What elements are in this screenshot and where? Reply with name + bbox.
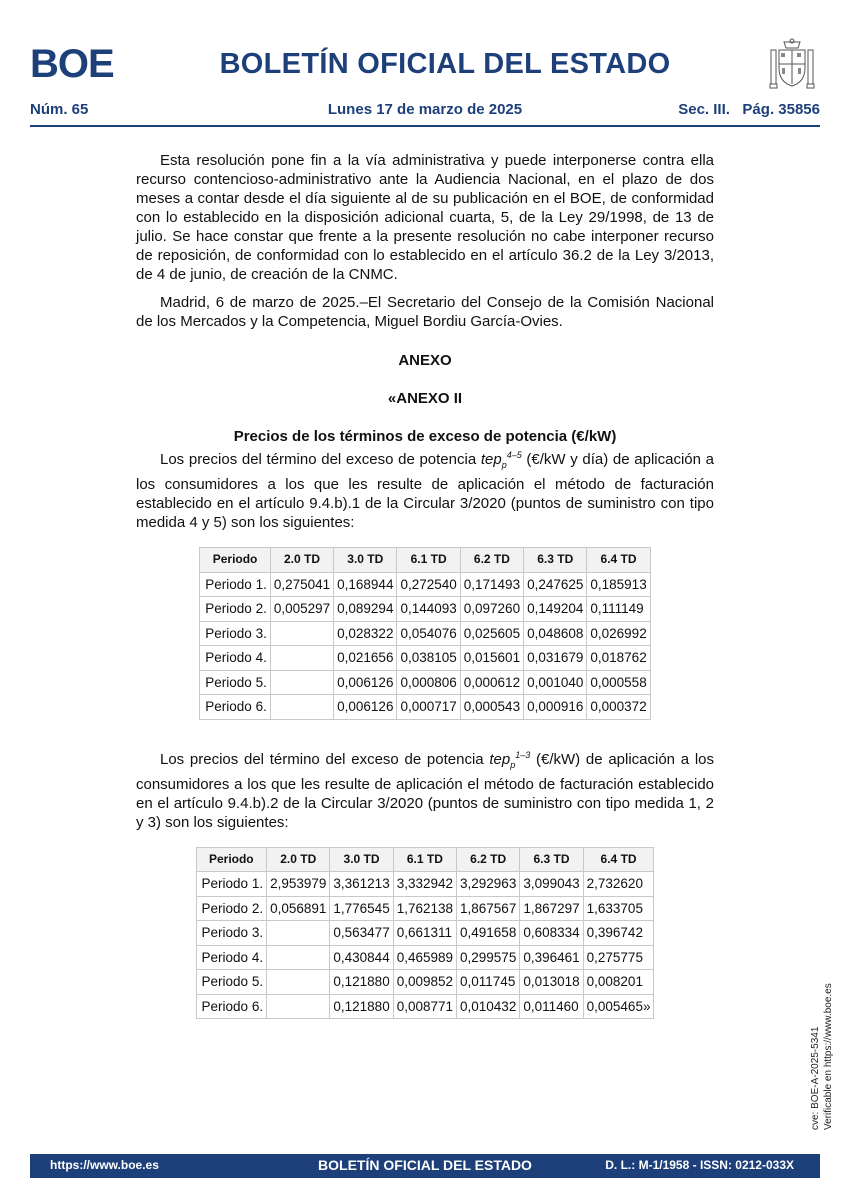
column-header: 6.1 TD: [393, 847, 456, 872]
price-cell: 0,168944: [334, 572, 397, 597]
period-label: Periodo 4.: [196, 945, 267, 970]
price-cell: 1,762138: [393, 896, 456, 921]
column-header: 6.2 TD: [457, 847, 520, 872]
price-cell: 0,430844: [330, 945, 393, 970]
price-cell: 0,011745: [457, 970, 520, 995]
price-cell: 0,031679: [524, 646, 587, 671]
price-cell: 0,015601: [460, 646, 523, 671]
price-cell: 3,292963: [457, 872, 520, 897]
price-cell: 0,465989: [393, 945, 456, 970]
document-body: [136, 151, 714, 1019]
intro-paragraph-2: Los precios del término del exceso de potencia tep$_p^{1-3}$ (€/kW) de aplicación a los consumidores a los que les resulte de aplicación el método de facturación establecido en el artículo 9.4.b).2 de la Circular 3/2020 (puntos de suministro con tipo medida 1, 2 y 3) son los siguientes:: [136, 749, 715, 831]
intro-paragraph-1: Los precios del término del exceso de potencia tep$_p^{4-5}$ (€/kW y día) de aplicación a los consumidores a los que les resulte de aplicación el método de facturación establecido en el artículo 9.4.b).1 de la Circular 3/2020 (puntos de suministro con tipo medida 4 y 5) son los siguientes:: [136, 450, 714, 531]
footer-title: BOLETÍN OFICIAL DEL ESTADO: [318, 1157, 532, 1173]
price-cell: 0,299575: [457, 945, 520, 970]
table-row: [196, 970, 654, 995]
column-header: 6.3 TD: [520, 847, 583, 872]
cve-code: cve: BOE-A-2025-5341: [810, 1026, 821, 1130]
table-row: [196, 896, 654, 921]
footer-bar: [30, 1154, 820, 1178]
excess-power-table-4-5: [199, 547, 650, 720]
period-label: Periodo 1.: [200, 572, 271, 597]
table-row: [196, 945, 654, 970]
price-cell: 0,005297: [270, 597, 333, 622]
price-cell: 0,661311: [393, 921, 456, 946]
period-label: Periodo 3.: [200, 621, 271, 646]
price-cell: 0,006126: [334, 695, 397, 720]
price-cell: 0,000717: [397, 695, 460, 720]
annex-ii-heading: «ANEXO II: [387, 390, 463, 407]
price-cell: 0,006126: [334, 670, 397, 695]
price-cell: 0,608334: [520, 921, 583, 946]
period-label: Periodo 6.: [196, 994, 267, 1019]
price-cell: [270, 621, 333, 646]
verification-note: [809, 970, 843, 1130]
price-cell: [267, 994, 330, 1019]
column-header: 6.3 TD: [524, 548, 587, 573]
boe-logo: [30, 44, 122, 84]
column-header: 6.4 TD: [587, 548, 650, 573]
price-cell: 0,000916: [524, 695, 587, 720]
price-cell: 0,089294: [334, 597, 397, 622]
price-cell: 0,005465»: [583, 994, 654, 1019]
verification-link[interactable]: Verificable en https://www.boe.es: [823, 983, 834, 1130]
table-row: [200, 597, 650, 622]
price-cell: 2,732620: [583, 872, 654, 897]
price-cell: 0,275041: [270, 572, 333, 597]
period-label: Periodo 1.: [196, 872, 267, 897]
price-cell: 0,000372: [587, 695, 650, 720]
price-cell: 0,008771: [393, 994, 456, 1019]
price-cell: 0,396742: [583, 921, 654, 946]
period-label: Periodo 3.: [196, 921, 267, 946]
price-cell: 0,185913: [587, 572, 650, 597]
price-cell: 0,097260: [460, 597, 523, 622]
price-cell: 1,867297: [520, 896, 583, 921]
price-cell: 0,028322: [334, 621, 397, 646]
issue-number: Núm. 65: [30, 101, 89, 118]
footer-url-link[interactable]: https://www.boe.es: [50, 1158, 159, 1172]
price-cell: 1,776545: [330, 896, 393, 921]
price-cell: 3,332942: [393, 872, 456, 897]
price-cell: 3,099043: [520, 872, 583, 897]
price-cell: 0,000558: [587, 670, 650, 695]
price-cell: 0,563477: [330, 921, 393, 946]
page-title: BOLETÍN OFICIAL DEL ESTADO: [219, 48, 671, 80]
price-cell: 0,396461: [520, 945, 583, 970]
price-cell: [270, 695, 333, 720]
table-row: [200, 621, 650, 646]
price-cell: 0,008201: [583, 970, 654, 995]
price-cell: 0,048608: [524, 621, 587, 646]
boe-logo-text: BOE: [30, 42, 114, 86]
footer-legal-deposit: D. L.: M-1/1958 - ISSN: 0212-033X: [605, 1158, 794, 1172]
table-row: [196, 872, 654, 897]
price-cell: 0,025605: [460, 621, 523, 646]
table-row: [200, 695, 650, 720]
price-cell: 0,056891: [267, 896, 330, 921]
column-header: 3.0 TD: [330, 847, 393, 872]
column-header: Periodo: [200, 548, 271, 573]
annex-heading: ANEXO: [398, 352, 452, 369]
price-cell: 0,491658: [457, 921, 520, 946]
price-cell: 1,867567: [457, 896, 520, 921]
price-cell: 1,633705: [583, 896, 654, 921]
price-cell: 0,021656: [334, 646, 397, 671]
price-cell: 0,000806: [397, 670, 460, 695]
table-row: [196, 921, 654, 946]
price-cell: 0,144093: [397, 597, 460, 622]
price-cell: 0,272540: [397, 572, 460, 597]
price-cell: [267, 945, 330, 970]
price-cell: 0,011460: [520, 994, 583, 1019]
period-label: Periodo 4.: [200, 646, 271, 671]
issue-date: Lunes 17 de marzo de 2025: [327, 101, 523, 118]
column-header: 2.0 TD: [270, 548, 333, 573]
price-cell: [267, 970, 330, 995]
price-cell: 0,149204: [524, 597, 587, 622]
price-cell: 0,018762: [587, 646, 650, 671]
table-row: [200, 572, 650, 597]
table-row: [200, 646, 650, 671]
table-row: [196, 994, 654, 1019]
price-cell: 0,009852: [393, 970, 456, 995]
price-cell: 0,111149: [587, 597, 650, 622]
period-label: Periodo 2.: [200, 597, 271, 622]
price-cell: 0,171493: [460, 572, 523, 597]
price-cell: 0,000543: [460, 695, 523, 720]
price-cell: 3,361213: [330, 872, 393, 897]
period-label: Periodo 5.: [196, 970, 267, 995]
coat-of-arms-icon: [767, 38, 817, 90]
price-cell: 0,010432: [457, 994, 520, 1019]
price-cell: 0,001040: [524, 670, 587, 695]
period-label: Periodo 6.: [200, 695, 271, 720]
column-header: Periodo: [196, 847, 267, 872]
price-cell: 0,054076: [397, 621, 460, 646]
price-cell: 0,000612: [460, 670, 523, 695]
price-cell: 0,121880: [330, 970, 393, 995]
price-cell: 0,121880: [330, 994, 393, 1019]
price-cell: [267, 921, 330, 946]
price-cell: 2,953979: [267, 872, 330, 897]
price-cell: [270, 646, 333, 671]
column-header: 6.2 TD: [460, 548, 523, 573]
price-cell: 0,275775: [583, 945, 654, 970]
price-cell: 0,038105: [397, 646, 460, 671]
excess-power-table-1-3: [196, 847, 655, 1020]
column-header: 6.1 TD: [397, 548, 460, 573]
column-header: 6.4 TD: [583, 847, 654, 872]
issue-info-bar: [30, 101, 820, 127]
column-header: 2.0 TD: [267, 847, 330, 872]
resolution-paragraph: Esta resolución pone fin a la vía administrativa y puede interponerse contra ella recurso contencioso-administrativo ante la Audiencia Nacional, en el plazo de dos meses a contar desde el día siguiente al de su publicación en el BOE, de conformidad con lo establecido en la disposición adicional cuarta, 5, de la Ley 29/1998, de 13 de julio. Se hace constar que frente a la presente resolución no cabe interponer recurso de reposición, de conformidad con lo establecido en el artículo 36.2 de la Ley 3/2013, de 4 de junio, de creación de la CNMC.: [136, 152, 714, 283]
annex-title: Precios de los términos de exceso de potencia (€/kW): [233, 428, 617, 445]
section-page: Sec. III. Pág. 35856: [678, 101, 820, 118]
price-cell: 0,013018: [520, 970, 583, 995]
price-cell: 0,247625: [524, 572, 587, 597]
signature-paragraph: Madrid, 6 de marzo de 2025.–El Secretario del Consejo de la Comisión Nacional de los Mercados y la Competencia, Miguel Bordiu García-Ovies.: [136, 294, 714, 330]
column-header: 3.0 TD: [334, 548, 397, 573]
price-cell: [270, 670, 333, 695]
price-cell: 0,026992: [587, 621, 650, 646]
period-label: Periodo 5.: [200, 670, 271, 695]
period-label: Periodo 2.: [196, 896, 267, 921]
table-row: [200, 670, 650, 695]
